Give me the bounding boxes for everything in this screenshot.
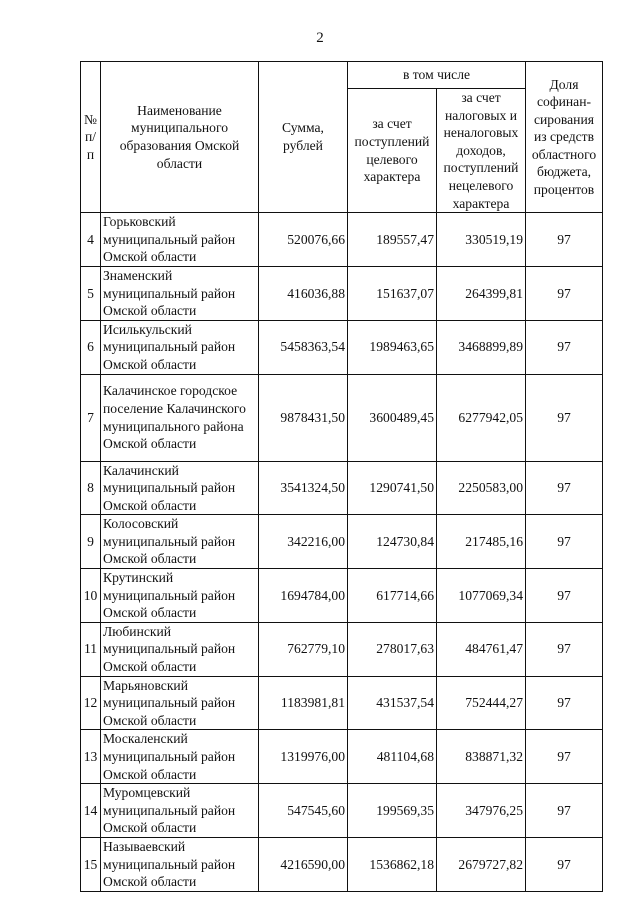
cofinancing-share-cell: 97 bbox=[526, 784, 603, 838]
municipality-name-cell: Называевский муниципальный район Омской области bbox=[101, 837, 259, 891]
row-number-cell: 8 bbox=[81, 461, 101, 515]
target-revenue-cell: 481104,68 bbox=[348, 730, 437, 784]
sum-cell: 762779,10 bbox=[259, 622, 348, 676]
table-header bbox=[81, 62, 603, 213]
row-number-cell: 6 bbox=[81, 320, 101, 374]
target-revenue-cell: 124730,84 bbox=[348, 515, 437, 569]
target-revenue-cell: 1290741,50 bbox=[348, 461, 437, 515]
target-revenue-cell: 151637,07 bbox=[348, 266, 437, 320]
table-row bbox=[81, 374, 603, 461]
table-row bbox=[81, 266, 603, 320]
header-sum: Сумма, рублей bbox=[259, 62, 348, 213]
row-number-cell: 5 bbox=[81, 266, 101, 320]
nontarget-revenue-cell: 2679727,82 bbox=[437, 837, 526, 891]
table-row bbox=[81, 837, 603, 891]
sum-cell: 1319976,00 bbox=[259, 730, 348, 784]
target-revenue-cell: 1989463,65 bbox=[348, 320, 437, 374]
municipality-name-cell: Марьяновский муниципальный район Омской области bbox=[101, 676, 259, 730]
row-number-cell: 9 bbox=[81, 515, 101, 569]
nontarget-revenue-cell: 752444,27 bbox=[437, 676, 526, 730]
header-target-revenue: за счет поступлений целевого характера bbox=[348, 89, 437, 213]
target-revenue-cell: 617714,66 bbox=[348, 569, 437, 623]
financing-table bbox=[80, 61, 603, 892]
header-row-number: № п/п bbox=[81, 62, 101, 213]
row-number-cell: 15 bbox=[81, 837, 101, 891]
row-number-cell: 12 bbox=[81, 676, 101, 730]
municipality-name-cell: Калачинское городское поселение Калачинского муниципального района Омской области bbox=[101, 374, 259, 461]
cofinancing-share-cell: 97 bbox=[526, 374, 603, 461]
nontarget-revenue-cell: 2250583,00 bbox=[437, 461, 526, 515]
table-row bbox=[81, 784, 603, 838]
nontarget-revenue-cell: 264399,81 bbox=[437, 266, 526, 320]
page-number: 2 bbox=[316, 30, 324, 46]
header-cofinancing-share: Доля софинан-сирования из средств областного бюджета, процентов bbox=[526, 62, 603, 213]
nontarget-revenue-cell: 3468899,89 bbox=[437, 320, 526, 374]
cofinancing-share-cell: 97 bbox=[526, 569, 603, 623]
sum-cell: 342216,00 bbox=[259, 515, 348, 569]
table-row bbox=[81, 213, 603, 267]
municipality-name-cell: Москаленский муниципальный район Омской области bbox=[101, 730, 259, 784]
municipality-name-cell: Горьковский муниципальный район Омской области bbox=[101, 213, 259, 267]
row-number-cell: 4 bbox=[81, 213, 101, 267]
municipality-name-cell: Знаменский муниципальный район Омской области bbox=[101, 266, 259, 320]
municipality-name-cell: Любинский муниципальный район Омской области bbox=[101, 622, 259, 676]
table-body bbox=[81, 213, 603, 892]
table-row bbox=[81, 730, 603, 784]
sum-cell: 1183981,81 bbox=[259, 676, 348, 730]
nontarget-revenue-cell: 6277942,05 bbox=[437, 374, 526, 461]
header-including: в том числе bbox=[348, 62, 526, 89]
sum-cell: 9878431,50 bbox=[259, 374, 348, 461]
target-revenue-cell: 3600489,45 bbox=[348, 374, 437, 461]
table-row bbox=[81, 676, 603, 730]
nontarget-revenue-cell: 838871,32 bbox=[437, 730, 526, 784]
header-nontarget-revenue: за счет налоговых и неналоговых доходов, поступлений нецелевого характера bbox=[437, 89, 526, 213]
nontarget-revenue-cell: 347976,25 bbox=[437, 784, 526, 838]
cofinancing-share-cell: 97 bbox=[526, 622, 603, 676]
row-number-cell: 7 bbox=[81, 374, 101, 461]
municipality-name-cell: Крутинский муниципальный район Омской области bbox=[101, 569, 259, 623]
target-revenue-cell: 1536862,18 bbox=[348, 837, 437, 891]
cofinancing-share-cell: 97 bbox=[526, 730, 603, 784]
nontarget-revenue-cell: 484761,47 bbox=[437, 622, 526, 676]
cofinancing-share-cell: 97 bbox=[526, 676, 603, 730]
table-row bbox=[81, 515, 603, 569]
target-revenue-cell: 189557,47 bbox=[348, 213, 437, 267]
municipality-name-cell: Калачинский муниципальный район Омской области bbox=[101, 461, 259, 515]
sum-cell: 416036,88 bbox=[259, 266, 348, 320]
sum-cell: 4216590,00 bbox=[259, 837, 348, 891]
sum-cell: 5458363,54 bbox=[259, 320, 348, 374]
table-row bbox=[81, 622, 603, 676]
nontarget-revenue-cell: 1077069,34 bbox=[437, 569, 526, 623]
sum-cell: 547545,60 bbox=[259, 784, 348, 838]
nontarget-revenue-cell: 217485,16 bbox=[437, 515, 526, 569]
sum-cell: 1694784,00 bbox=[259, 569, 348, 623]
cofinancing-share-cell: 97 bbox=[526, 461, 603, 515]
cofinancing-share-cell: 97 bbox=[526, 213, 603, 267]
cofinancing-share-cell: 97 bbox=[526, 320, 603, 374]
row-number-cell: 11 bbox=[81, 622, 101, 676]
municipality-name-cell: Муромцевский муниципальный район Омской области bbox=[101, 784, 259, 838]
sum-cell: 3541324,50 bbox=[259, 461, 348, 515]
cofinancing-share-cell: 97 bbox=[526, 837, 603, 891]
table-row bbox=[81, 320, 603, 374]
row-number-cell: 10 bbox=[81, 569, 101, 623]
header-municipality-name: Наименование муниципального образования Омской области bbox=[101, 62, 259, 213]
sum-cell: 520076,66 bbox=[259, 213, 348, 267]
target-revenue-cell: 278017,63 bbox=[348, 622, 437, 676]
row-number-cell: 13 bbox=[81, 730, 101, 784]
municipality-name-cell: Колосовский муниципальный район Омской области bbox=[101, 515, 259, 569]
cofinancing-share-cell: 97 bbox=[526, 515, 603, 569]
row-number-cell: 14 bbox=[81, 784, 101, 838]
nontarget-revenue-cell: 330519,19 bbox=[437, 213, 526, 267]
municipality-name-cell: Исилькульский муниципальный район Омской области bbox=[101, 320, 259, 374]
table-row bbox=[81, 461, 603, 515]
cofinancing-share-cell: 97 bbox=[526, 266, 603, 320]
table-row bbox=[81, 569, 603, 623]
target-revenue-cell: 431537,54 bbox=[348, 676, 437, 730]
target-revenue-cell: 199569,35 bbox=[348, 784, 437, 838]
